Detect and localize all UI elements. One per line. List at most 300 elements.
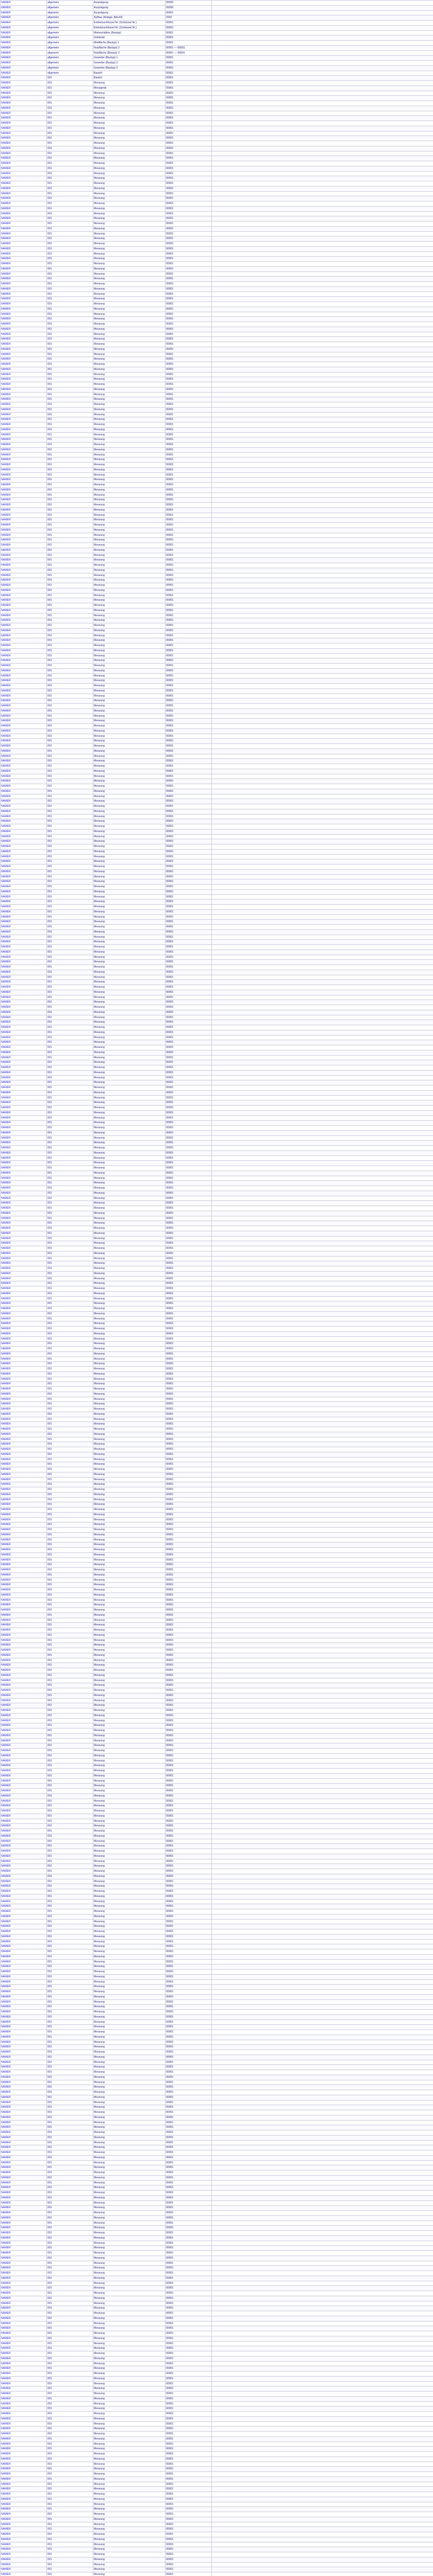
row-empty-cell[interactable] (212, 2557, 433, 2562)
row-code-cell[interactable]: NAMER (1, 889, 47, 894)
row-code-cell[interactable]: NAMER (1, 277, 47, 282)
row-empty-cell[interactable] (212, 523, 433, 528)
row-number-cell[interactable]: 001 (47, 1407, 93, 1412)
row-value-cell[interactable]: 00001 (165, 869, 212, 874)
row-code-cell[interactable]: NAMER (1, 578, 47, 583)
row-value-cell[interactable]: 00001 (165, 2436, 212, 2442)
row-empty-cell[interactable] (212, 588, 433, 593)
row-description-cell[interactable]: Messung (93, 1030, 165, 1035)
row-empty-cell[interactable] (212, 2392, 433, 2397)
row-description-cell[interactable]: Messung (93, 1809, 165, 1814)
row-value-cell[interactable]: 00001 (165, 487, 212, 493)
row-number-cell[interactable]: 001 (47, 201, 93, 207)
row-code-cell[interactable]: NAMER (1, 2025, 47, 2030)
row-empty-cell[interactable] (212, 1276, 433, 1281)
row-number-cell[interactable]: 001 (47, 2406, 93, 2412)
row-description-cell[interactable]: Messung (93, 2235, 165, 2241)
row-value-cell[interactable]: 00001 (165, 1543, 212, 1548)
row-code-cell[interactable]: NAMER (1, 2075, 47, 2080)
row-empty-cell[interactable] (212, 844, 433, 850)
row-description-cell[interactable]: Messung (93, 2497, 165, 2502)
row-description-cell[interactable]: Messung (93, 1327, 165, 1332)
row-empty-cell[interactable] (212, 1121, 433, 1126)
row-empty-cell[interactable] (212, 1362, 433, 1367)
row-description-cell[interactable]: Messung (93, 2376, 165, 2381)
row-code-cell[interactable]: NAMER (1, 171, 47, 176)
row-number-cell[interactable]: 001 (47, 377, 93, 382)
row-value-cell[interactable]: 00001 (165, 2195, 212, 2200)
row-description-cell[interactable]: Messung (93, 854, 165, 859)
row-code-cell[interactable]: NAMER (1, 1316, 47, 1321)
row-value-cell[interactable]: 00001 (165, 2140, 212, 2145)
row-description-cell[interactable]: Messung (93, 2286, 165, 2291)
row-value-cell[interactable]: 00001 (165, 1457, 212, 1462)
row-value-cell[interactable]: 00001 (165, 990, 212, 995)
row-code-cell[interactable]: NAMER (1, 1321, 47, 1327)
row-empty-cell[interactable] (212, 2502, 433, 2507)
row-code-cell[interactable]: NAMER (1, 317, 47, 322)
row-description-cell[interactable]: Messung (93, 754, 165, 759)
row-number-cell[interactable]: 001 (47, 1914, 93, 1919)
row-code-cell[interactable]: NAMER (1, 1015, 47, 1020)
row-code-cell[interactable]: NAMER (1, 643, 47, 649)
row-value-cell[interactable]: 00001 (165, 603, 212, 608)
row-empty-cell[interactable] (212, 347, 433, 352)
row-code-cell[interactable]: NAMER (1, 814, 47, 819)
row-empty-cell[interactable] (212, 1959, 433, 1964)
row-description-cell[interactable]: Messung (93, 422, 165, 428)
row-value-cell[interactable]: 00001 (165, 684, 212, 689)
row-code-cell[interactable]: NAMER (1, 598, 47, 603)
row-code-cell[interactable]: NAMER (1, 266, 47, 272)
row-code-cell[interactable]: NAMER (1, 970, 47, 975)
row-code-cell[interactable]: NAMER (1, 1758, 47, 1764)
row-number-cell[interactable]: 001 (47, 1296, 93, 1301)
row-value-cell[interactable]: 00001 (165, 804, 212, 809)
row-description-cell[interactable]: Messung (93, 523, 165, 528)
row-description-cell[interactable]: Messung (93, 1221, 165, 1226)
row-empty-cell[interactable] (212, 2316, 433, 2321)
row-code-cell[interactable]: NAMER (1, 824, 47, 829)
row-value-cell[interactable]: 00001 (165, 1824, 212, 1829)
row-code-cell[interactable]: NAMER (1, 1899, 47, 1904)
row-description-cell[interactable]: Messung (93, 1321, 165, 1327)
row-description-cell[interactable]: Messung (93, 1166, 165, 1171)
row-code-cell[interactable]: NAMER (1, 76, 47, 81)
row-number-cell[interactable]: allgemein (47, 41, 93, 46)
row-empty-cell[interactable] (212, 975, 433, 980)
row-description-cell[interactable]: Messung (93, 1698, 165, 1703)
row-code-cell[interactable]: NAMER (1, 2392, 47, 2397)
row-value-cell[interactable]: 00001 (165, 699, 212, 704)
row-empty-cell[interactable] (212, 1557, 433, 1563)
row-empty-cell[interactable] (212, 688, 433, 693)
row-value-cell[interactable]: 00001 (165, 1291, 212, 1296)
row-code-cell[interactable]: NAMER (1, 2371, 47, 2377)
row-description-cell[interactable]: Messung (93, 839, 165, 844)
row-code-cell[interactable]: NAMER (1, 307, 47, 312)
row-code-cell[interactable]: NAMER (1, 297, 47, 302)
row-value-cell[interactable]: 00001 (165, 1743, 212, 1749)
row-empty-cell[interactable] (212, 980, 433, 985)
row-number-cell[interactable]: 001 (47, 96, 93, 101)
row-number-cell[interactable]: 001 (47, 980, 93, 985)
row-empty-cell[interactable] (212, 749, 433, 754)
row-number-cell[interactable]: 001 (47, 2030, 93, 2035)
row-empty-cell[interactable] (212, 929, 433, 935)
row-value-cell[interactable]: 00001 (165, 297, 212, 302)
row-empty-cell[interactable] (212, 2235, 433, 2241)
row-description-cell[interactable]: Messung (93, 2155, 165, 2160)
row-code-cell[interactable]: NAMER (1, 583, 47, 588)
row-code-cell[interactable]: NAMER (1, 2331, 47, 2336)
row-code-cell[interactable]: NAMER (1, 1146, 47, 1151)
row-code-cell[interactable]: NAMER (1, 2562, 47, 2567)
row-description-cell[interactable]: Messung (93, 1638, 165, 1643)
row-description-cell[interactable]: Messung (93, 1738, 165, 1743)
row-number-cell[interactable]: 001 (47, 126, 93, 131)
row-empty-cell[interactable] (212, 608, 433, 613)
row-code-cell[interactable]: NAMER (1, 679, 47, 684)
row-number-cell[interactable]: 001 (47, 196, 93, 201)
row-value-cell[interactable]: 00001 (165, 1904, 212, 1909)
row-value-cell[interactable]: 00001 (165, 874, 212, 879)
row-number-cell[interactable]: 001 (47, 116, 93, 121)
row-description-cell[interactable]: Messung (93, 297, 165, 302)
row-empty-cell[interactable] (212, 191, 433, 196)
row-description-cell[interactable]: Messung (93, 2517, 165, 2522)
row-empty-cell[interactable] (212, 1256, 433, 1261)
row-empty-cell[interactable] (212, 1371, 433, 1377)
row-number-cell[interactable]: 001 (47, 553, 93, 558)
row-code-cell[interactable]: NAMER (1, 1628, 47, 1633)
row-number-cell[interactable]: 001 (47, 1799, 93, 1804)
row-number-cell[interactable]: 001 (47, 1357, 93, 1362)
row-empty-cell[interactable] (212, 2175, 433, 2180)
row-value-cell[interactable]: 00001 (165, 1472, 212, 1477)
row-number-cell[interactable]: 001 (47, 2522, 93, 2527)
row-number-cell[interactable]: 001 (47, 814, 93, 819)
row-empty-cell[interactable] (212, 262, 433, 267)
row-number-cell[interactable]: 001 (47, 166, 93, 171)
row-code-cell[interactable]: NAMER (1, 513, 47, 518)
row-description-cell[interactable]: Messung (93, 2371, 165, 2377)
row-empty-cell[interactable] (212, 940, 433, 945)
row-value-cell[interactable]: 00001 (165, 106, 212, 111)
row-empty-cell[interactable] (212, 282, 433, 287)
row-description-cell[interactable]: Messung (93, 889, 165, 894)
row-value-cell[interactable]: 00001 (165, 1548, 212, 1553)
row-value-cell[interactable]: 00001 (165, 1864, 212, 1869)
row-description-cell[interactable]: Messung (93, 1392, 165, 1397)
row-code-cell[interactable]: NAMER (1, 1522, 47, 1528)
row-empty-cell[interactable] (212, 1537, 433, 1543)
row-description-cell[interactable]: Messung (93, 181, 165, 187)
row-empty-cell[interactable] (212, 357, 433, 362)
row-empty-cell[interactable] (212, 1638, 433, 1643)
row-value-cell[interactable]: 00001 (165, 1517, 212, 1522)
row-code-cell[interactable]: NAMER (1, 91, 47, 96)
row-empty-cell[interactable] (212, 1849, 433, 1854)
row-value-cell[interactable]: 00001 (165, 2070, 212, 2075)
row-value-cell[interactable]: 00001 (165, 478, 212, 483)
row-value-cell[interactable]: 00001 (165, 1990, 212, 1995)
row-number-cell[interactable]: 001 (47, 91, 93, 96)
row-empty-cell[interactable] (212, 437, 433, 443)
row-empty-cell[interactable] (212, 36, 433, 41)
row-description-cell[interactable]: Messung (93, 929, 165, 935)
row-value-cell[interactable]: 00001 (165, 834, 212, 839)
row-description-cell[interactable]: Messung (93, 257, 165, 262)
row-description-cell[interactable]: Messung (93, 1819, 165, 1824)
row-empty-cell[interactable] (212, 1191, 433, 1196)
row-value-cell[interactable]: 00001 (165, 1492, 212, 1497)
row-empty-cell[interactable] (212, 1628, 433, 1633)
row-number-cell[interactable]: 001 (47, 1015, 93, 1020)
row-number-cell[interactable]: 001 (47, 2502, 93, 2507)
row-code-cell[interactable]: NAMER (1, 36, 47, 41)
row-description-cell[interactable]: Messung (93, 1859, 165, 1864)
row-code-cell[interactable]: NAMER (1, 1141, 47, 1146)
row-value-cell[interactable]: 00001 (165, 61, 212, 66)
row-code-cell[interactable]: NAMER (1, 1382, 47, 1387)
row-description-cell[interactable]: Messung (93, 191, 165, 196)
row-value-cell[interactable]: 00001 (165, 1221, 212, 1226)
row-description-cell[interactable]: Messung (93, 1307, 165, 1312)
row-number-cell[interactable]: 001 (47, 618, 93, 623)
row-empty-cell[interactable] (212, 387, 433, 392)
row-description-cell[interactable]: Messung (93, 1477, 165, 1482)
row-value-cell[interactable]: 00001 (165, 1146, 212, 1151)
row-code-cell[interactable]: NAMER (1, 1869, 47, 1874)
row-number-cell[interactable]: 001 (47, 1236, 93, 1241)
row-description-cell[interactable]: Messung (93, 1904, 165, 1909)
row-number-cell[interactable]: 001 (47, 769, 93, 774)
row-code-cell[interactable]: NAMER (1, 2346, 47, 2351)
row-description-cell[interactable]: Messung (93, 2291, 165, 2296)
row-empty-cell[interactable] (212, 2492, 433, 2497)
row-code-cell[interactable]: NAMER (1, 1678, 47, 1683)
row-empty-cell[interactable] (212, 1351, 433, 1357)
row-empty-cell[interactable] (212, 2512, 433, 2517)
row-value-cell[interactable]: 00001 (165, 1799, 212, 1804)
row-value-cell[interactable]: 00001 (165, 307, 212, 312)
row-empty-cell[interactable] (212, 412, 433, 417)
row-number-cell[interactable]: 001 (47, 407, 93, 412)
row-code-cell[interactable]: NAMER (1, 714, 47, 719)
row-empty-cell[interactable] (212, 1437, 433, 1442)
row-number-cell[interactable]: 001 (47, 2215, 93, 2221)
row-code-cell[interactable]: NAMER (1, 618, 47, 623)
row-number-cell[interactable]: 001 (47, 879, 93, 885)
row-description-cell[interactable]: Messung (93, 945, 165, 950)
row-empty-cell[interactable] (212, 457, 433, 463)
row-value-cell[interactable]: 00001 (165, 1753, 212, 1758)
row-empty-cell[interactable] (212, 1010, 433, 1015)
row-number-cell[interactable]: 001 (47, 171, 93, 176)
row-description-cell[interactable]: Messung (93, 1950, 165, 1955)
row-number-cell[interactable]: 001 (47, 1738, 93, 1743)
row-description-cell[interactable]: Messung (93, 1226, 165, 1231)
row-description-cell[interactable]: Messung (93, 2191, 165, 2196)
row-description-cell[interactable]: Messung (93, 277, 165, 282)
row-number-cell[interactable]: 001 (47, 1301, 93, 1307)
row-code-cell[interactable]: NAMER (1, 2171, 47, 2176)
row-value-cell[interactable]: 00001 (165, 1095, 212, 1100)
row-description-cell[interactable]: Messung (93, 578, 165, 583)
row-description-cell[interactable]: Messung (93, 925, 165, 930)
row-code-cell[interactable]: NAMER (1, 2512, 47, 2517)
row-description-cell[interactable]: Messung (93, 407, 165, 412)
row-description-cell[interactable]: Messung (93, 2406, 165, 2412)
row-number-cell[interactable]: 001 (47, 1452, 93, 1457)
row-number-cell[interactable]: 001 (47, 467, 93, 472)
row-value-cell[interactable]: 00001 (165, 1020, 212, 1025)
row-number-cell[interactable]: 001 (47, 2396, 93, 2401)
row-empty-cell[interactable] (212, 668, 433, 673)
row-empty-cell[interactable] (212, 784, 433, 789)
row-number-cell[interactable]: 001 (47, 603, 93, 608)
row-empty-cell[interactable] (212, 2206, 433, 2211)
row-number-cell[interactable]: 001 (47, 523, 93, 528)
row-empty-cell[interactable] (212, 2171, 433, 2176)
row-code-cell[interactable]: NAMER (1, 21, 47, 26)
row-code-cell[interactable]: NAMER (1, 1703, 47, 1708)
row-code-cell[interactable]: NAMER (1, 1196, 47, 1201)
row-description-cell[interactable]: Messung (93, 1653, 165, 1658)
row-code-cell[interactable]: NAMER (1, 1060, 47, 1065)
row-code-cell[interactable]: NAMER (1, 1035, 47, 1040)
row-description-cell[interactable]: Messung (93, 824, 165, 829)
row-value-cell[interactable]: 00001 (165, 1944, 212, 1950)
row-code-cell[interactable]: NAMER (1, 2386, 47, 2392)
row-code-cell[interactable]: NAMER (1, 498, 47, 503)
row-description-cell[interactable]: Messung (93, 1301, 165, 1307)
row-value-cell[interactable]: 00001 (165, 181, 212, 187)
row-empty-cell[interactable] (212, 1467, 433, 1472)
row-code-cell[interactable]: NAMER (1, 728, 47, 734)
row-value-cell[interactable]: 00001 (165, 553, 212, 558)
row-empty-cell[interactable] (212, 824, 433, 829)
row-empty-cell[interactable] (212, 573, 433, 578)
row-empty-cell[interactable] (212, 246, 433, 251)
row-value-cell[interactable]: 00001 (165, 2165, 212, 2171)
row-number-cell[interactable]: 001 (47, 2386, 93, 2392)
row-empty-cell[interactable] (212, 568, 433, 573)
row-value-cell[interactable]: 00001 (165, 784, 212, 789)
row-code-cell[interactable]: NAMER (1, 2396, 47, 2401)
row-empty-cell[interactable] (212, 719, 433, 724)
row-empty-cell[interactable] (212, 1397, 433, 1402)
row-empty-cell[interactable] (212, 1427, 433, 1432)
row-code-cell[interactable]: NAMER (1, 1829, 47, 1834)
row-number-cell[interactable]: 001 (47, 1115, 93, 1121)
row-description-cell[interactable]: Messung (93, 2447, 165, 2452)
row-code-cell[interactable]: NAMER (1, 548, 47, 553)
row-value-cell[interactable]: 00001 (165, 2366, 212, 2371)
row-number-cell[interactable]: 001 (47, 900, 93, 905)
row-empty-cell[interactable] (212, 467, 433, 472)
row-empty-cell[interactable] (212, 2195, 433, 2200)
row-code-cell[interactable]: NAMER (1, 1025, 47, 1030)
row-empty-cell[interactable] (212, 1613, 433, 1618)
row-number-cell[interactable]: 001 (47, 463, 93, 468)
row-code-cell[interactable]: NAMER (1, 2336, 47, 2341)
row-code-cell[interactable]: NAMER (1, 769, 47, 774)
row-code-cell[interactable]: NAMER (1, 1497, 47, 1502)
row-description-cell[interactable]: Messung (93, 1899, 165, 1904)
row-empty-cell[interactable] (212, 779, 433, 784)
row-number-cell[interactable]: 001 (47, 2160, 93, 2165)
row-value-cell[interactable]: 00001 (165, 443, 212, 448)
row-code-cell[interactable]: NAMER (1, 2356, 47, 2361)
row-empty-cell[interactable] (212, 2045, 433, 2050)
row-code-cell[interactable]: NAMER (1, 1216, 47, 1221)
row-empty-cell[interactable] (212, 2482, 433, 2487)
row-empty-cell[interactable] (212, 2427, 433, 2432)
row-code-cell[interactable]: NAMER (1, 136, 47, 141)
row-value-cell[interactable]: 00001 (165, 41, 212, 46)
row-empty-cell[interactable] (212, 362, 433, 367)
row-code-cell[interactable]: NAMER (1, 1, 47, 6)
row-empty-cell[interactable] (212, 1171, 433, 1176)
row-empty-cell[interactable] (212, 297, 433, 302)
row-code-cell[interactable]: NAMER (1, 724, 47, 729)
row-code-cell[interactable]: NAMER (1, 1939, 47, 1944)
row-code-cell[interactable]: NAMER (1, 483, 47, 488)
row-empty-cell[interactable] (212, 528, 433, 533)
row-empty-cell[interactable] (212, 889, 433, 894)
row-value-cell[interactable]: 00001 (165, 854, 212, 859)
row-number-cell[interactable]: 001 (47, 1095, 93, 1100)
row-number-cell[interactable]: 001 (47, 257, 93, 262)
row-code-cell[interactable]: NAMER (1, 2105, 47, 2110)
row-number-cell[interactable]: 001 (47, 206, 93, 211)
row-number-cell[interactable]: 001 (47, 839, 93, 844)
row-empty-cell[interactable] (212, 1728, 433, 1734)
row-code-cell[interactable]: NAMER (1, 2537, 47, 2542)
row-number-cell[interactable]: 001 (47, 925, 93, 930)
row-description-cell[interactable]: Messung (93, 2100, 165, 2105)
row-description-cell[interactable]: Messung (93, 1080, 165, 1086)
row-number-cell[interactable]: 001 (47, 2020, 93, 2025)
row-number-cell[interactable]: 001 (47, 573, 93, 578)
row-description-cell[interactable]: Messung (93, 1528, 165, 1533)
row-value-cell[interactable]: 00001 (165, 2392, 212, 2397)
row-number-cell[interactable]: 001 (47, 1327, 93, 1332)
row-description-cell[interactable]: Messung (93, 1387, 165, 1392)
row-code-cell[interactable]: NAMER (1, 1749, 47, 1754)
row-value-cell[interactable]: 00001 (165, 116, 212, 121)
row-empty-cell[interactable] (212, 1382, 433, 1387)
row-code-cell[interactable]: NAMER (1, 563, 47, 568)
row-number-cell[interactable]: 001 (47, 1718, 93, 1723)
row-empty-cell[interactable] (212, 593, 433, 598)
row-empty-cell[interactable] (212, 1201, 433, 1206)
row-number-cell[interactable]: 001 (47, 779, 93, 784)
row-empty-cell[interactable] (212, 2085, 433, 2090)
row-description-cell[interactable]: Messung (93, 593, 165, 598)
row-value-cell[interactable]: 00001 (165, 2150, 212, 2156)
row-empty-cell[interactable] (212, 302, 433, 307)
row-description-cell[interactable]: Messung (93, 1678, 165, 1683)
row-value-cell[interactable]: 00001 (165, 2432, 212, 2437)
row-empty-cell[interactable] (212, 266, 433, 272)
row-empty-cell[interactable] (212, 1181, 433, 1186)
row-code-cell[interactable]: NAMER (1, 955, 47, 960)
row-number-cell[interactable]: 001 (47, 588, 93, 593)
row-value-cell[interactable]: 00001 (165, 2291, 212, 2296)
